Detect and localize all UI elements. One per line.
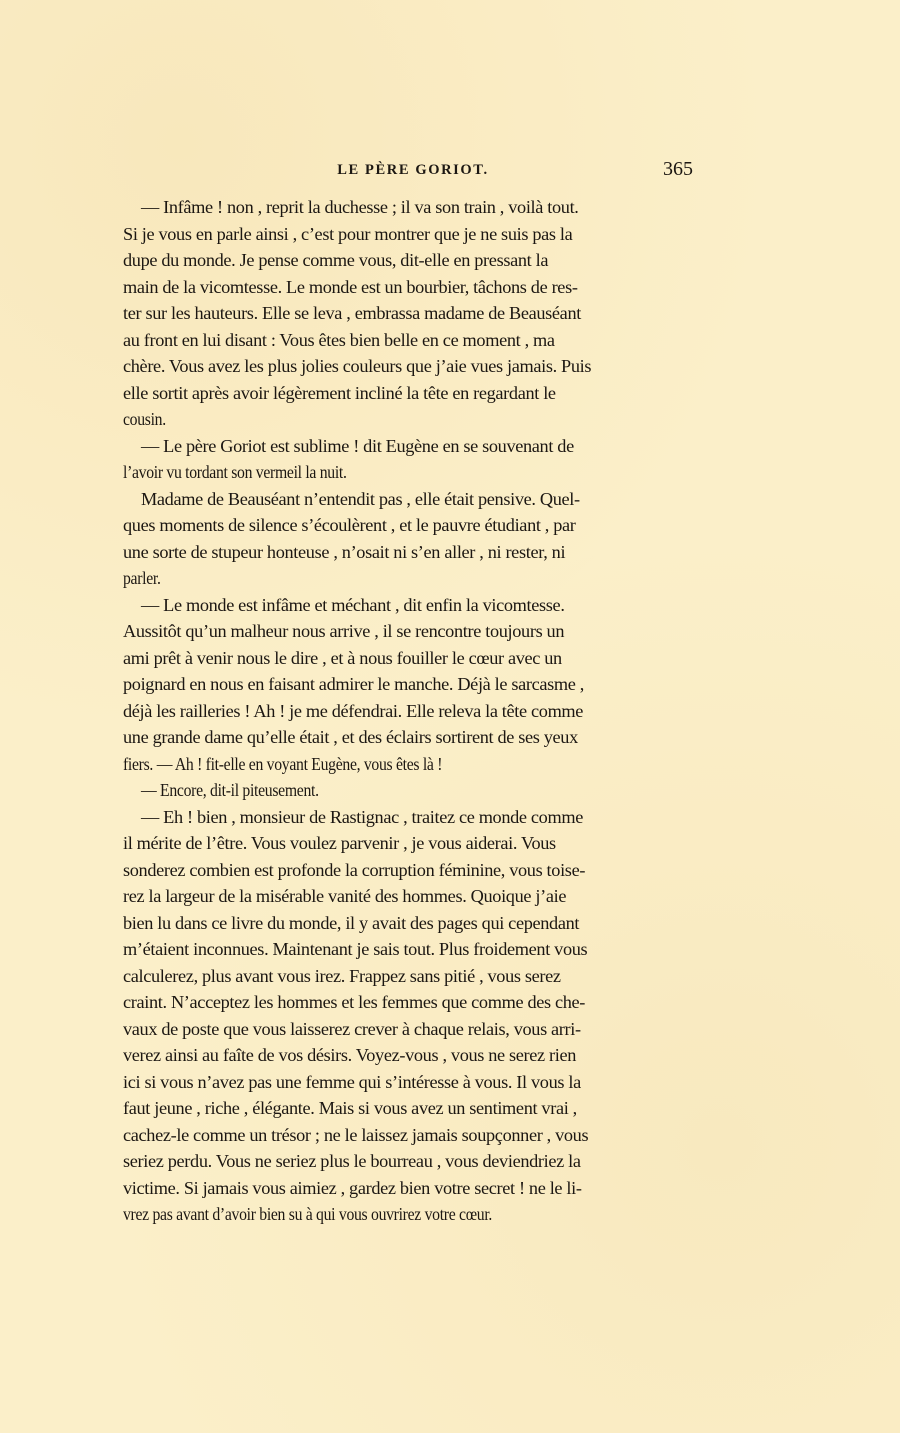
text-line: victime. Si jamais vous aimiez , gardez bien votre secret ! ne le li- [123, 1177, 582, 1198]
text-line: cousin. [123, 409, 166, 429]
text-line: Madame de Beauséant n’entendit pas , elle était pensive. Quel- [141, 488, 580, 509]
text-line: ami prêt à venir nous le dire , et à nous fouiller le cœur avec un [123, 647, 562, 668]
text-line: verez ainsi au faîte de vos désirs. Voyez-vous , vous ne serez rien [123, 1045, 577, 1065]
paragraph [123, 433, 693, 486]
text-line: m’étaient inconnues. Maintenant je sais tout. Plus froidement vous [123, 939, 588, 959]
text-line: poignard en nous en faisant admirer le manche. Déjà le sarcasme , [123, 674, 584, 694]
text-line: vaux de poste que vous laisserez crever à chaque relais, vous arri- [123, 1018, 581, 1039]
running-title: LE PÈRE GORIOT. [337, 162, 489, 178]
text-line: faut jeune , riche , élégante. Mais si vous avez un sentiment vrai , [123, 1098, 577, 1118]
page-number: 365 [663, 158, 693, 180]
paragraph [123, 486, 693, 592]
text-line: rez la largeur de la misérable vanité des hommes. Quoique j’aie [123, 886, 567, 906]
text-line: fiers. — Ah ! fit-elle en voyant Eugène, vous êtes là ! [123, 753, 443, 774]
text-line: — Encore, dit-il piteusement. [141, 780, 319, 800]
text-line: parler. [123, 568, 161, 588]
text-line: craint. N’acceptez les hommes et les femmes que comme des che- [123, 992, 586, 1012]
book-page [123, 158, 693, 1228]
text-line: chère. Vous avez les plus jolies couleurs que j’aie vues jamais. Puis [123, 356, 592, 376]
text-line: seriez perdu. Vous ne seriez plus le bourreau , vous deviendriez la [123, 1151, 581, 1171]
text-line: au front en lui disant : Vous êtes bien belle en ce moment , ma [123, 329, 555, 350]
text-line: — Le père Goriot est sublime ! dit Eugène en se souvenant de [141, 435, 574, 456]
text-line: une grande dame qu’elle était , et des éclairs sortirent de ses yeux [123, 727, 578, 747]
text-line: il mérite de l’être. Vous voulez parvenir , je vous aiderai. Vous [123, 833, 556, 853]
text-line: sonderez combien est profonde la corruption féminine, vous toise- [123, 859, 586, 880]
text-line: ques moments de silence s’écoulèrent , et le pauvre étudiant , par [123, 515, 576, 535]
text-line: dupe du monde. Je pense comme vous, dit-elle en pressant la [123, 250, 549, 270]
text-line: — Le monde est infâme et méchant , dit enfin la vicomtesse. [141, 594, 565, 615]
text-line: ter sur les hauteurs. Elle se leva , embrassa madame de Beauséant [123, 303, 581, 323]
body-text [123, 194, 693, 1228]
text-line: Si je vous en parle ainsi , c’est pour montrer que je ne suis pas la [123, 223, 573, 244]
paragraph [123, 592, 693, 778]
text-line: vrez pas avant d’avoir bien su à qui vous ouvrirez votre cœur. [123, 1204, 493, 1224]
text-line: bien lu dans ce livre du monde, il y avait des pages qui cependant [123, 912, 580, 933]
text-line: — Infâme ! non , reprit la duchesse ; il va son train , voilà tout. [141, 197, 579, 217]
text-line: Aussitôt qu’un malheur nous arrive , il se rencontre toujours un [123, 621, 565, 641]
text-line: cachez-le comme un trésor ; ne le laissez jamais soupçonner , vous [123, 1124, 589, 1145]
text-line: déjà les railleries ! Ah ! je me défendrai. Elle releva la tête comme [123, 700, 584, 721]
text-line: main de la vicomtesse. Le monde est un bourbier, tâchons de res- [123, 276, 578, 297]
text-line: ici si vous n’avez pas une femme qui s’intéresse à vous. Il vous la [123, 1071, 581, 1092]
text-line: l’avoir vu tordant son vermeil la nuit. [123, 462, 347, 482]
text-line: calculerez, plus avant vous irez. Frappez sans pitié , vous serez [123, 965, 561, 986]
paragraph [123, 777, 693, 804]
text-line: une sorte de stupeur honteuse , n’osait ni s’en aller , ni rester, ni [123, 541, 566, 562]
text-line: elle sortit après avoir légèrement incliné la tête en regardant le [123, 382, 556, 403]
paragraph [123, 804, 693, 1228]
running-head [123, 158, 693, 188]
text-line: — Eh ! bien , monsieur de Rastignac , traitez ce monde comme [141, 806, 583, 827]
paragraph [123, 194, 693, 433]
